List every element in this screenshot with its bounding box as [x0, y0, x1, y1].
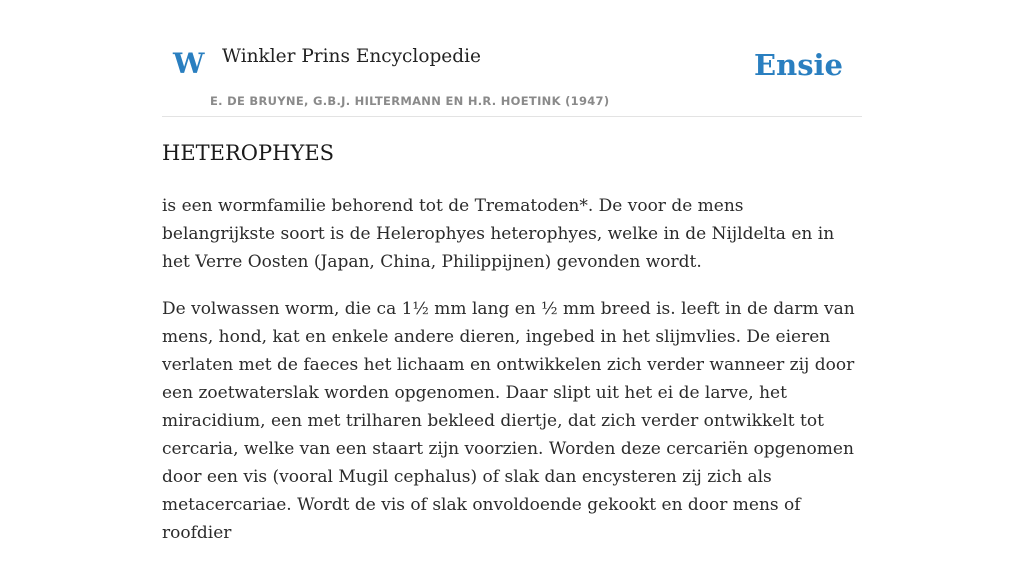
article-paragraph-2: De volwassen worm, die ca 1½ mm lang en ½ mm breed is. leeft in de darm van mens, hond, kat en enkele andere dieren, ingebed in het slijmvlies. De eieren verlaten met de faeces het lichaam en ontwikkelen zich verder wanneer zij door een zoetwaterslak worden opgenomen. Daar slipt uit het ei de larve, het miracidium, een met trilharen bekleed diertje, dat zich verder ontwikkelt tot cercaria, welke van een staart zijn voorzien. Worden deze cercariën opgenomen door een vis (vooral Mugil cephalus) of slak dan encysteren zij zich als metacercariae. Wordt de vis of slak onvoldoende gekookt en door mens of roofdier — [162, 299, 855, 543]
article-title: HETEROPHYES — [162, 141, 335, 165]
ensie-brand-logo[interactable]: Ensie — [754, 48, 843, 82]
encyclopedia-title[interactable]: Winkler Prins Encyclopedie — [222, 46, 481, 67]
article-body — [162, 192, 862, 566]
article-paragraph-1: is een wormfamilie behorend tot de Trematoden*. De voor de mens belangrijkste soort is de Helerophyes heterophyes, welke in de Nijldelta en in het Verre Oosten (Japan, China, Philippijnen) gevonden wordt. — [162, 196, 835, 272]
winkler-prins-logo[interactable]: W — [173, 47, 205, 80]
site-header — [162, 0, 862, 117]
encyclopedia-authors: E. DE BRUYNE, G.B.J. HILTERMANN EN H.R. HOETINK (1947) — [210, 94, 610, 108]
